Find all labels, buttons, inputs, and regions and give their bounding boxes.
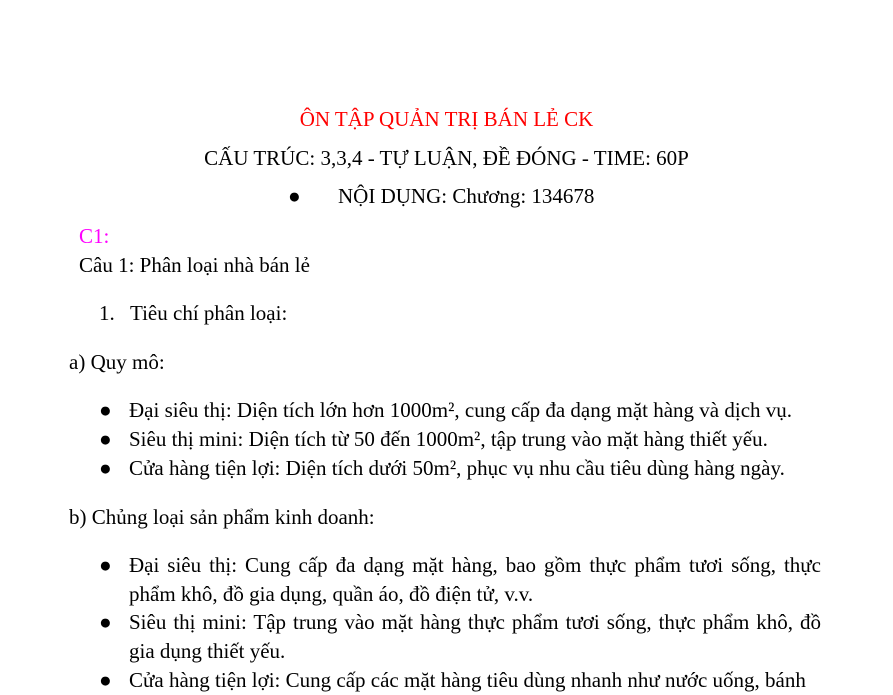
- list-item: [99, 551, 821, 609]
- question-heading: Câu 1: Phân loại nhà bán lẻ: [79, 253, 310, 277]
- list-item-text: Tiêu chí phân loại:: [130, 301, 288, 325]
- list-item-text: Cửa hàng tiện lợi: Cung cấp các mặt hàng tiêu dùng nhanh như nước uống, bánh: [129, 668, 806, 692]
- list-item-text: Siêu thị mini: Diện tích từ 50 đến 1000m², tập trung vào mặt hàng thiết yếu.: [129, 427, 768, 451]
- bullet-icon: ●: [99, 668, 112, 692]
- bullet-icon: ●: [99, 398, 112, 422]
- list-item-text: Cửa hàng tiện lợi: Diện tích dưới 50m², phục vụ nhu cầu tiêu dùng hàng ngày.: [129, 456, 785, 480]
- numbered-item: [99, 301, 288, 325]
- list-item: [99, 608, 821, 666]
- section-heading-a: a) Quy mô:: [69, 350, 165, 374]
- list-item: [99, 396, 821, 425]
- list-number: 1.: [99, 301, 115, 325]
- document-title: ÔN TẬP QUẢN TRỊ BÁN LẺ CK: [299, 107, 594, 131]
- chapter-label: C1:: [79, 224, 110, 248]
- list-item-text: Siêu thị mini: Tập trung vào mặt hàng thực phẩm tươi sống, thực phẩm khô, đồ gia dụng thiết yếu.: [129, 610, 821, 663]
- section-heading-b: b) Chủng loại sản phẩm kinh doanh:: [69, 505, 375, 529]
- bullet-icon: ●: [99, 456, 112, 480]
- list-item: [99, 454, 821, 483]
- content-text: NỘI DỤNG: Chương: 134678: [338, 184, 595, 208]
- bullet-icon: ●: [288, 184, 301, 208]
- list-item-text: Đại siêu thị: Cung cấp đa dạng mặt hàng, bao gồm thực phẩm tươi sống, thực phẩm khô, đồ gia dụng, quần áo, đồ điện tử, v.v.: [129, 553, 821, 606]
- list-item-text: Đại siêu thị: Diện tích lớn hơn 1000m², cung cấp đa dạng mặt hàng và dịch vụ.: [129, 398, 793, 422]
- bullet-icon: ●: [99, 553, 112, 577]
- document-subtitle: CẤU TRÚC: 3,3,4 - TỰ LUẬN, ĐỀ ĐÓNG - TIME: 60P: [204, 146, 689, 170]
- list-item: [99, 425, 821, 454]
- bullet-icon: ●: [99, 427, 112, 451]
- bullet-icon: ●: [99, 610, 112, 634]
- list-item: [99, 666, 821, 695]
